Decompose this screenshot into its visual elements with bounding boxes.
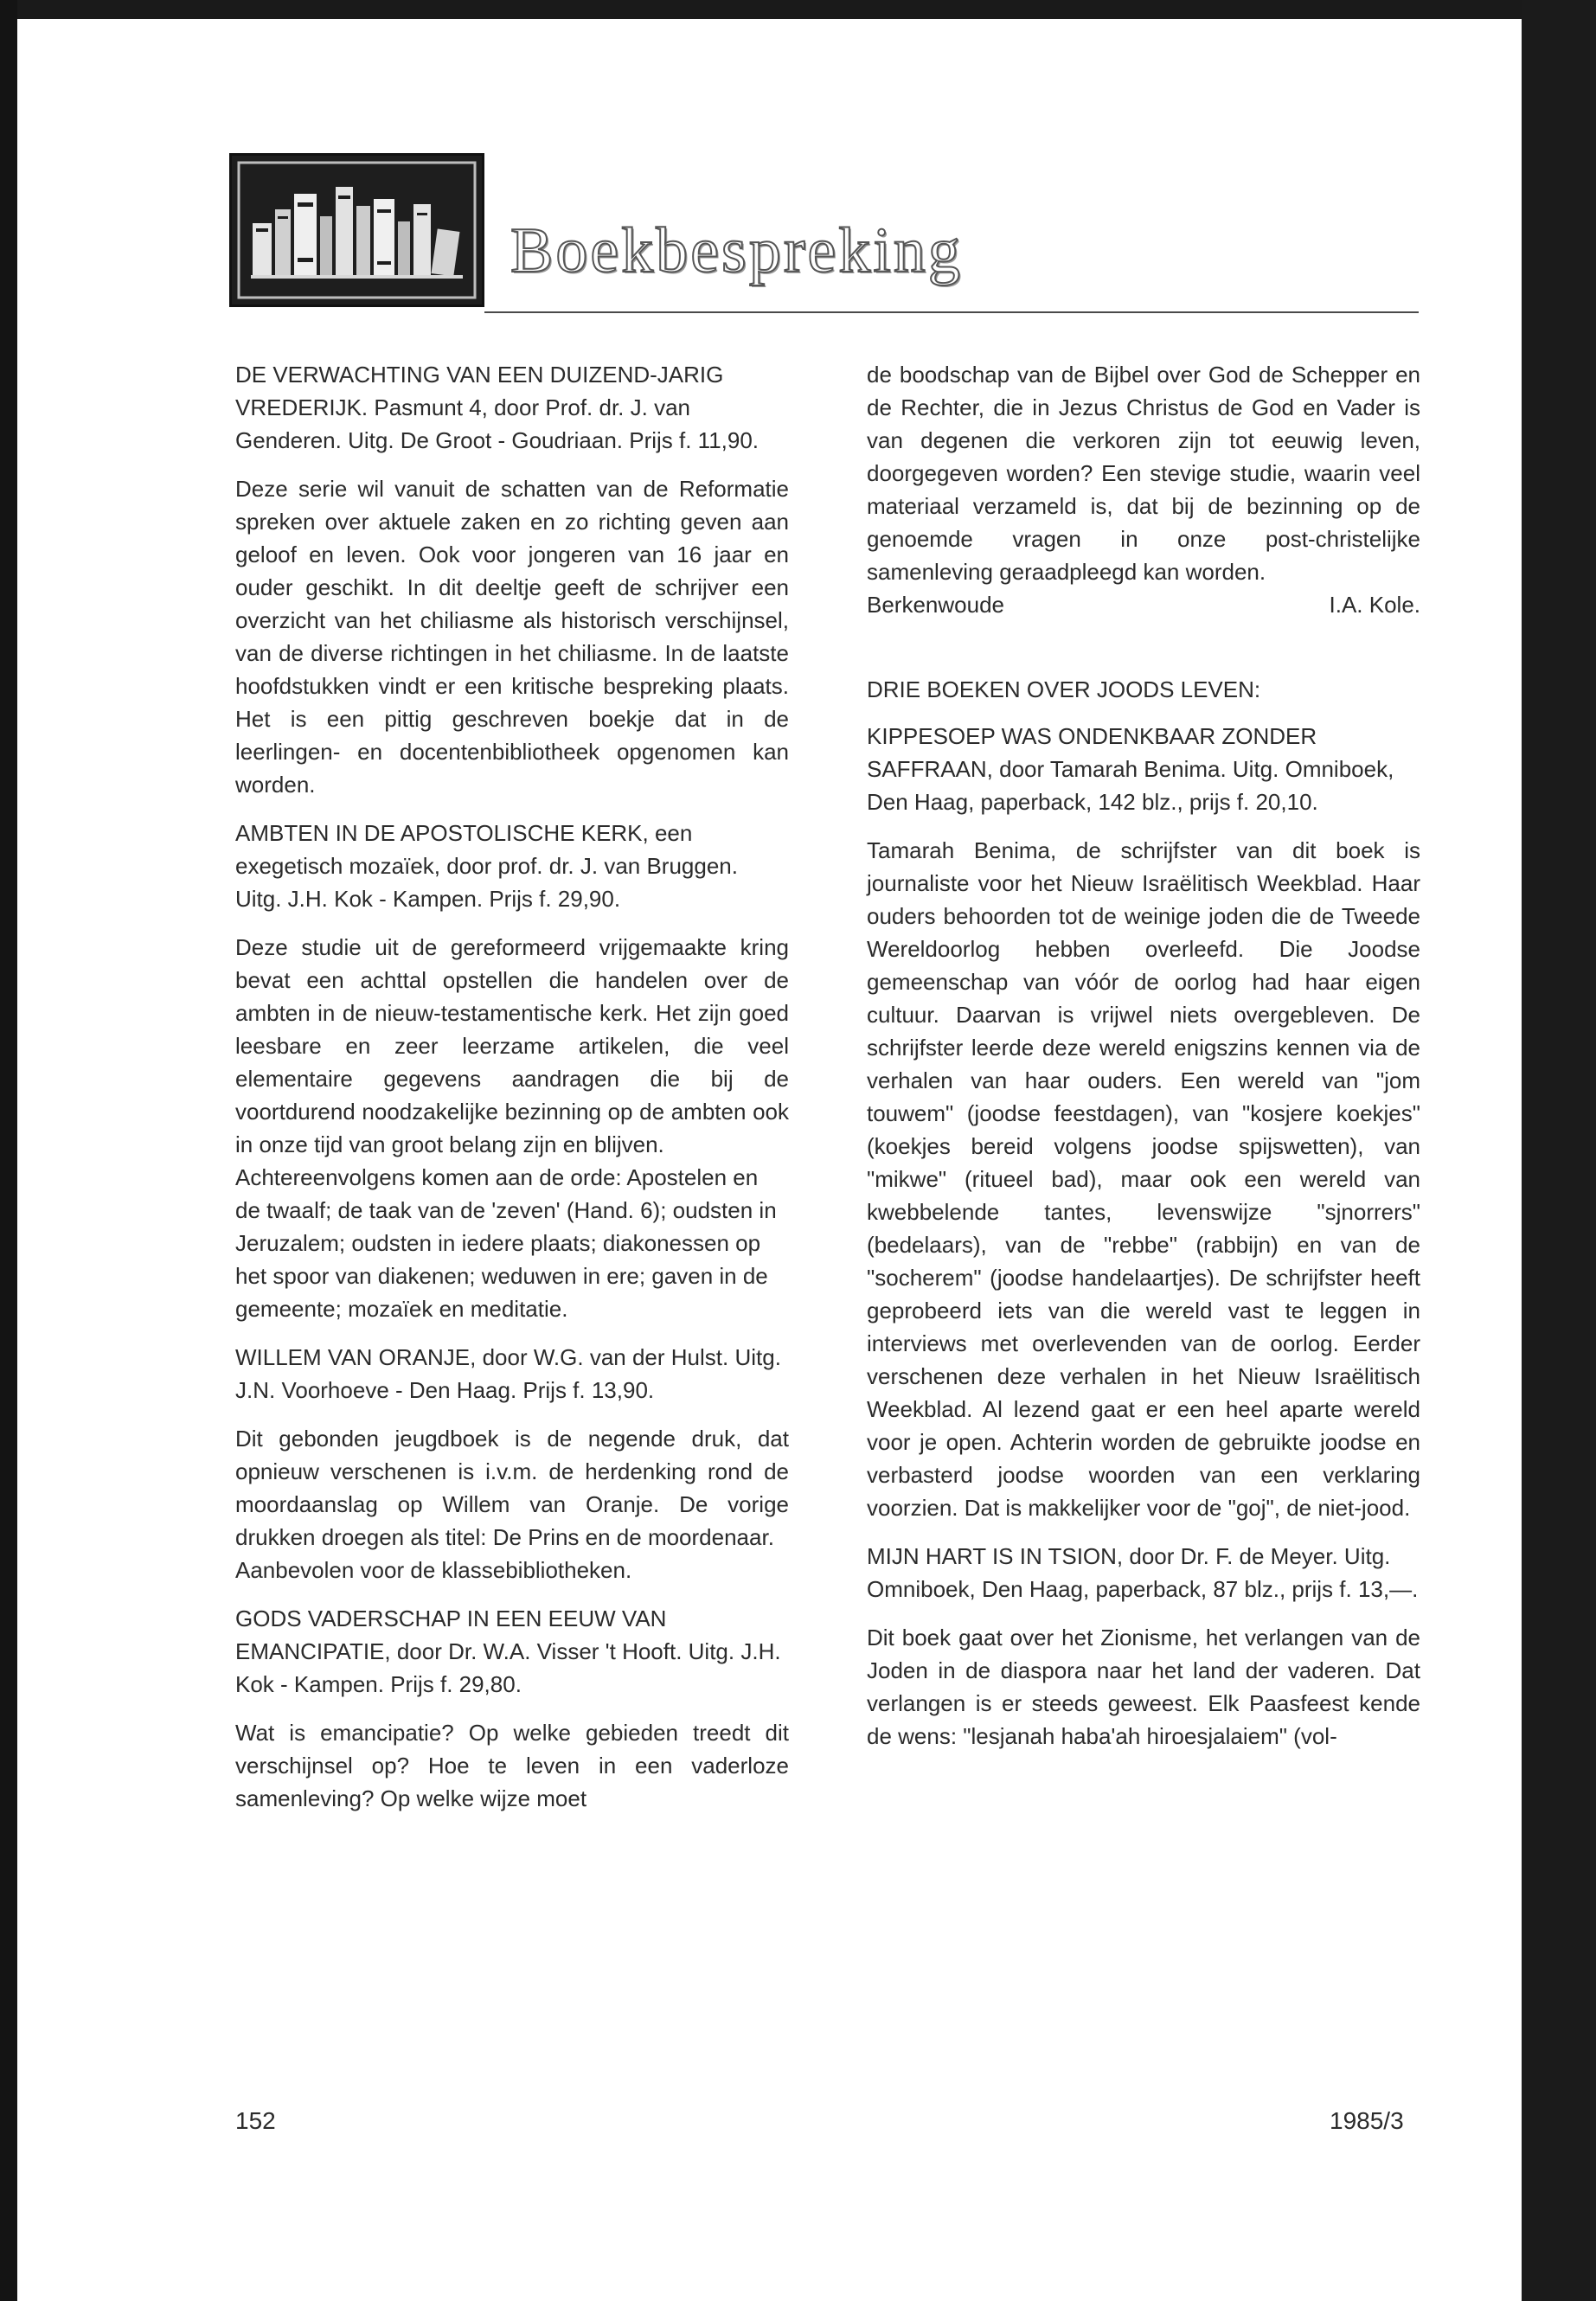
review-body: Deze serie wil vanuit de schatten van de Reformatie spreken over aktuele zaken en zo richting geven aan geloof en leven. Ook voor jongeren van 16 jaar en ouder geschikt. In dit deeltje geeft de schrijver een overzicht van het chiliasme als historisch verschijnsel, van de diverse richtingen in het chiliasme. In de laatste hoofdstukken vindt er een kritische bespreking plaats. Het is een pittig geschreven boekje dat in de leerlingen- en docentenbibliotheek opgenomen kan worden. bbox=[235, 476, 789, 798]
review-heading: AMBTEN IN DE APOSTOLISCHE KERK, een exegetisch mozaïek, door prof. dr. J. van Bruggen. Uitg. J.H. Kok - Kampen. Prijs f. 29,90. bbox=[235, 820, 738, 912]
right-column bbox=[867, 358, 1420, 1768]
review-body: Aanbevolen voor de klassebibliotheken. bbox=[235, 1557, 632, 1583]
review-heading: KIPPESOEP WAS ONDENKBAAR ZONDER SAFFRAAN, door Tamarah Benima. Uitg. Omniboek, Den Haag, paperback, 142 blz., prijs f. 20,10. bbox=[867, 723, 1394, 815]
bookshelf-icon bbox=[229, 153, 484, 307]
reviewer-signature bbox=[867, 588, 1420, 621]
scan-border-left bbox=[0, 0, 17, 2301]
left-column bbox=[235, 358, 789, 1830]
header-divider bbox=[484, 311, 1419, 313]
review-body: Dit boek gaat over het Zionisme, het verlangen van de Joden in de diaspora naar het land der vaderen. Dat verlangen is er steeds geweest. Elk Paasfeest kende de wens: "lesjanah haba'ah hiroesjalaiem" (vol- bbox=[867, 1625, 1420, 1749]
reviewer-name: I.A. Kole. bbox=[1329, 592, 1420, 618]
review-body: Achtereenvolgens komen aan de orde: Apostelen en de twaalf; de taak van de 'zeven' (Hand. 6); oudsten in Jeruzalem; oudsten in iedere plaats; diakonessen op het spoor van diakenen; weduwen in ere; gaven in de gemeente; mozaïek en meditatie. bbox=[235, 1164, 777, 1322]
issue-number: 1985/3 bbox=[1330, 2107, 1404, 2134]
review-body: Wat is emancipatie? Op welke gebieden treedt dit verschijnsel op? Hoe te leven in een vaderloze samenleving? Op welke wijze moet bbox=[235, 1720, 789, 1811]
reviewer-place: Berkenwoude bbox=[867, 592, 1004, 618]
review-body: de boodschap van de Bijbel over God de Schepper en de Rechter, die in Jezus Christus de God en Vader is van degenen die verkoren zijn tot eeuwig leven, doorgegeven worden? Een stevige studie, waarin veel materiaal verzameld is, dat bij de bezinning op de genoemde vragen in onze post-christelijke samenleving geraadpleegd kan worden. bbox=[867, 362, 1420, 585]
review-section-heading: DRIE BOEKEN OVER JOODS LEVEN: bbox=[867, 676, 1261, 702]
review-body: Tamarah Benima, de schrijfster van dit boek is journaliste voor het Nieuw Israëlitisch Weekblad. Haar ouders behoorden tot de weinige joden die de Tweede Wereldoorlog hebben overleefd. Die Joodse gemeenschap van vóór de oorlog had haar eigen cultuur. Daarvan is vrijwel niets overgebleven. De schrijfster leerde deze wereld enigszins kennen via de verhalen van haar ouders. Een wereld van "jom touwem" (joodse feestdagen), van "kosjere koekjes" (koekjes bereid volgens joodse spijswetten), van "mikwe" (ritueel bad), maar ook een wereld van kwebbelende tantes, levenswijze "sjnorrers" (bedelaars), van de "rebbe" (rabbijn) en van de "socherem" (joodse handelaartjes). De schrijfster heeft geprobeerd iets van die wereld vast te leggen in interviews met overlevenden van de oorlog. Eerder verschenen deze verhalen in het Nieuw Israëlitisch Weekblad. Al lezend gaat er een heel aparte wereld voor je open. Achterin worden de gebruikte joodse en verbasterd joodse woorden van een verklaring voorzien. Dat is makkelijker voor de "goj", de niet-jood. bbox=[867, 837, 1420, 1521]
page-number: 152 bbox=[235, 2107, 276, 2134]
review-heading: GODS VADERSCHAP IN EEN EEUW VAN EMANCIPATIE, door Dr. W.A. Visser 't Hooft. Uitg. J.H. Kok - Kampen. Prijs f. 29,80. bbox=[235, 1606, 781, 1697]
scan-border-right bbox=[1522, 0, 1596, 2301]
review-heading: DE VERWACHTING VAN EEN DUIZEND-JARIG VREDERIJK. Pasmunt 4, door Prof. dr. J. van Genderen. Uitg. De Groot - Goudriaan. Prijs f. 11,90. bbox=[235, 362, 760, 453]
scan-border-top bbox=[0, 0, 1596, 19]
review-heading: MIJN HART IS IN TSION, door Dr. F. de Meyer. Uitg. Omniboek, Den Haag, paperback, 87 blz., prijs f. 13,—. bbox=[867, 1543, 1419, 1602]
review-body: Dit gebonden jeugdboek is de negende druk, dat opnieuw verschenen is i.v.m. de herdenking rond de moordaanslag op Willem van Oranje. De vorige drukken droegen als titel: De Prins en de moordenaar. bbox=[235, 1426, 789, 1550]
section-title: Boekbespreking bbox=[510, 215, 963, 286]
review-body: Deze studie uit de gereformeerd vrijgemaakte kring bevat een achttal opstellen die handelen over de ambten in de nieuw-testamentische kerk. Het zijn goed leesbare en zeer leerzame artikelen, die veel elementaire gegevens aandragen die bij de voortdurend noodzakelijke bezinning op de ambten ook in onze tijd van groot belang zijn en blijven. bbox=[235, 934, 789, 1157]
review-heading: WILLEM VAN ORANJE, door W.G. van der Hulst. Uitg. J.N. Voorhoeve - Den Haag. Prijs f. 13,90. bbox=[235, 1344, 781, 1403]
